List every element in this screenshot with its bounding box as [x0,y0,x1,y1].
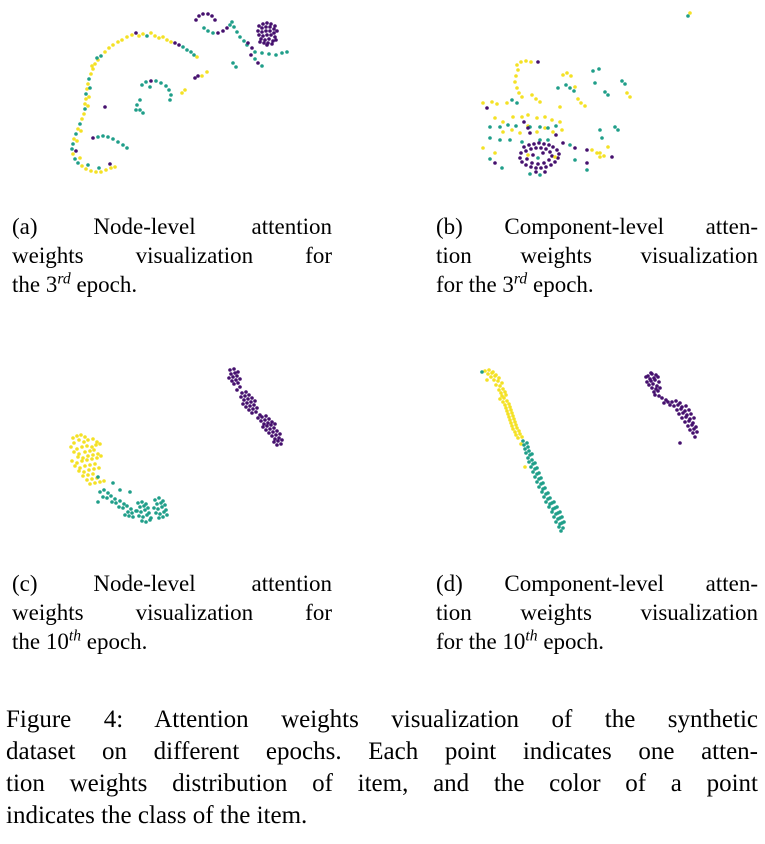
subcaption-a-line2: weights visualization for [12,243,332,268]
subcaption-b-epoch-pre: for the 3 [436,272,514,297]
scatter-plot-d [382,340,765,560]
subcaption-b [436,212,758,299]
scatter-panel-d [382,340,765,560]
subcaption-a-epoch-pre: the 3 [12,272,58,297]
subcaption-c-epoch-post: epoch. [81,629,148,654]
subcaption-b-line1: (b) Component-level atten- [436,214,758,239]
scatter-panel-c [0,340,382,560]
subcaption-d-line2: tion weights visualization [436,600,758,625]
subcaption-c [12,569,332,656]
scatter-panel-a [0,0,382,200]
subcaption-a-line3 [12,270,332,299]
subcaption-a-epoch-post: epoch. [70,272,138,297]
subcaption-d-line3 [436,627,758,656]
subcaption-b-ordinal-suffix: rd [513,270,528,288]
scatter-plot-c [0,340,382,560]
subcaption-c-line3 [12,627,332,656]
subcaption-c-line2: weights visualization for [12,600,332,625]
subcaption-a-line1: (a) Node-level attention [12,214,332,239]
subcaption-b-epoch-post: epoch. [527,272,594,297]
subcaption-b-line3 [436,270,758,299]
figure-caption [6,704,758,832]
figure-caption-line3: tion weights distribution of item, and the color of a point [6,770,758,797]
scatter-plot-b [382,0,765,200]
figure-caption-line4: indicates the class of the item. [6,802,308,829]
subcaption-d-ordinal-suffix: th [525,627,538,645]
subcaption-c-line1: (c) Node-level attention [12,571,332,596]
figure-caption-line1: Figure 4: Attention weights visualization of the synthetic [6,706,758,733]
subcaption-a-ordinal-suffix: rd [57,270,71,288]
scatter-panel-b [382,0,765,200]
figure-caption-line2: dataset on different epochs. Each point indicates one atten- [6,738,758,765]
subcaption-b-line2: tion weights visualization [436,243,758,268]
subcaption-d-line1: (d) Component-level atten- [436,571,758,596]
subcaption-c-ordinal-suffix: th [68,627,82,645]
subcaption-d-epoch-post: epoch. [537,629,604,654]
subcaption-d-epoch-pre: for the 10 [436,629,526,654]
subcaption-a [12,212,332,299]
subcaption-d [436,569,758,656]
scatter-plot-a [0,0,382,200]
subcaption-c-epoch-pre: the 10 [12,629,69,654]
